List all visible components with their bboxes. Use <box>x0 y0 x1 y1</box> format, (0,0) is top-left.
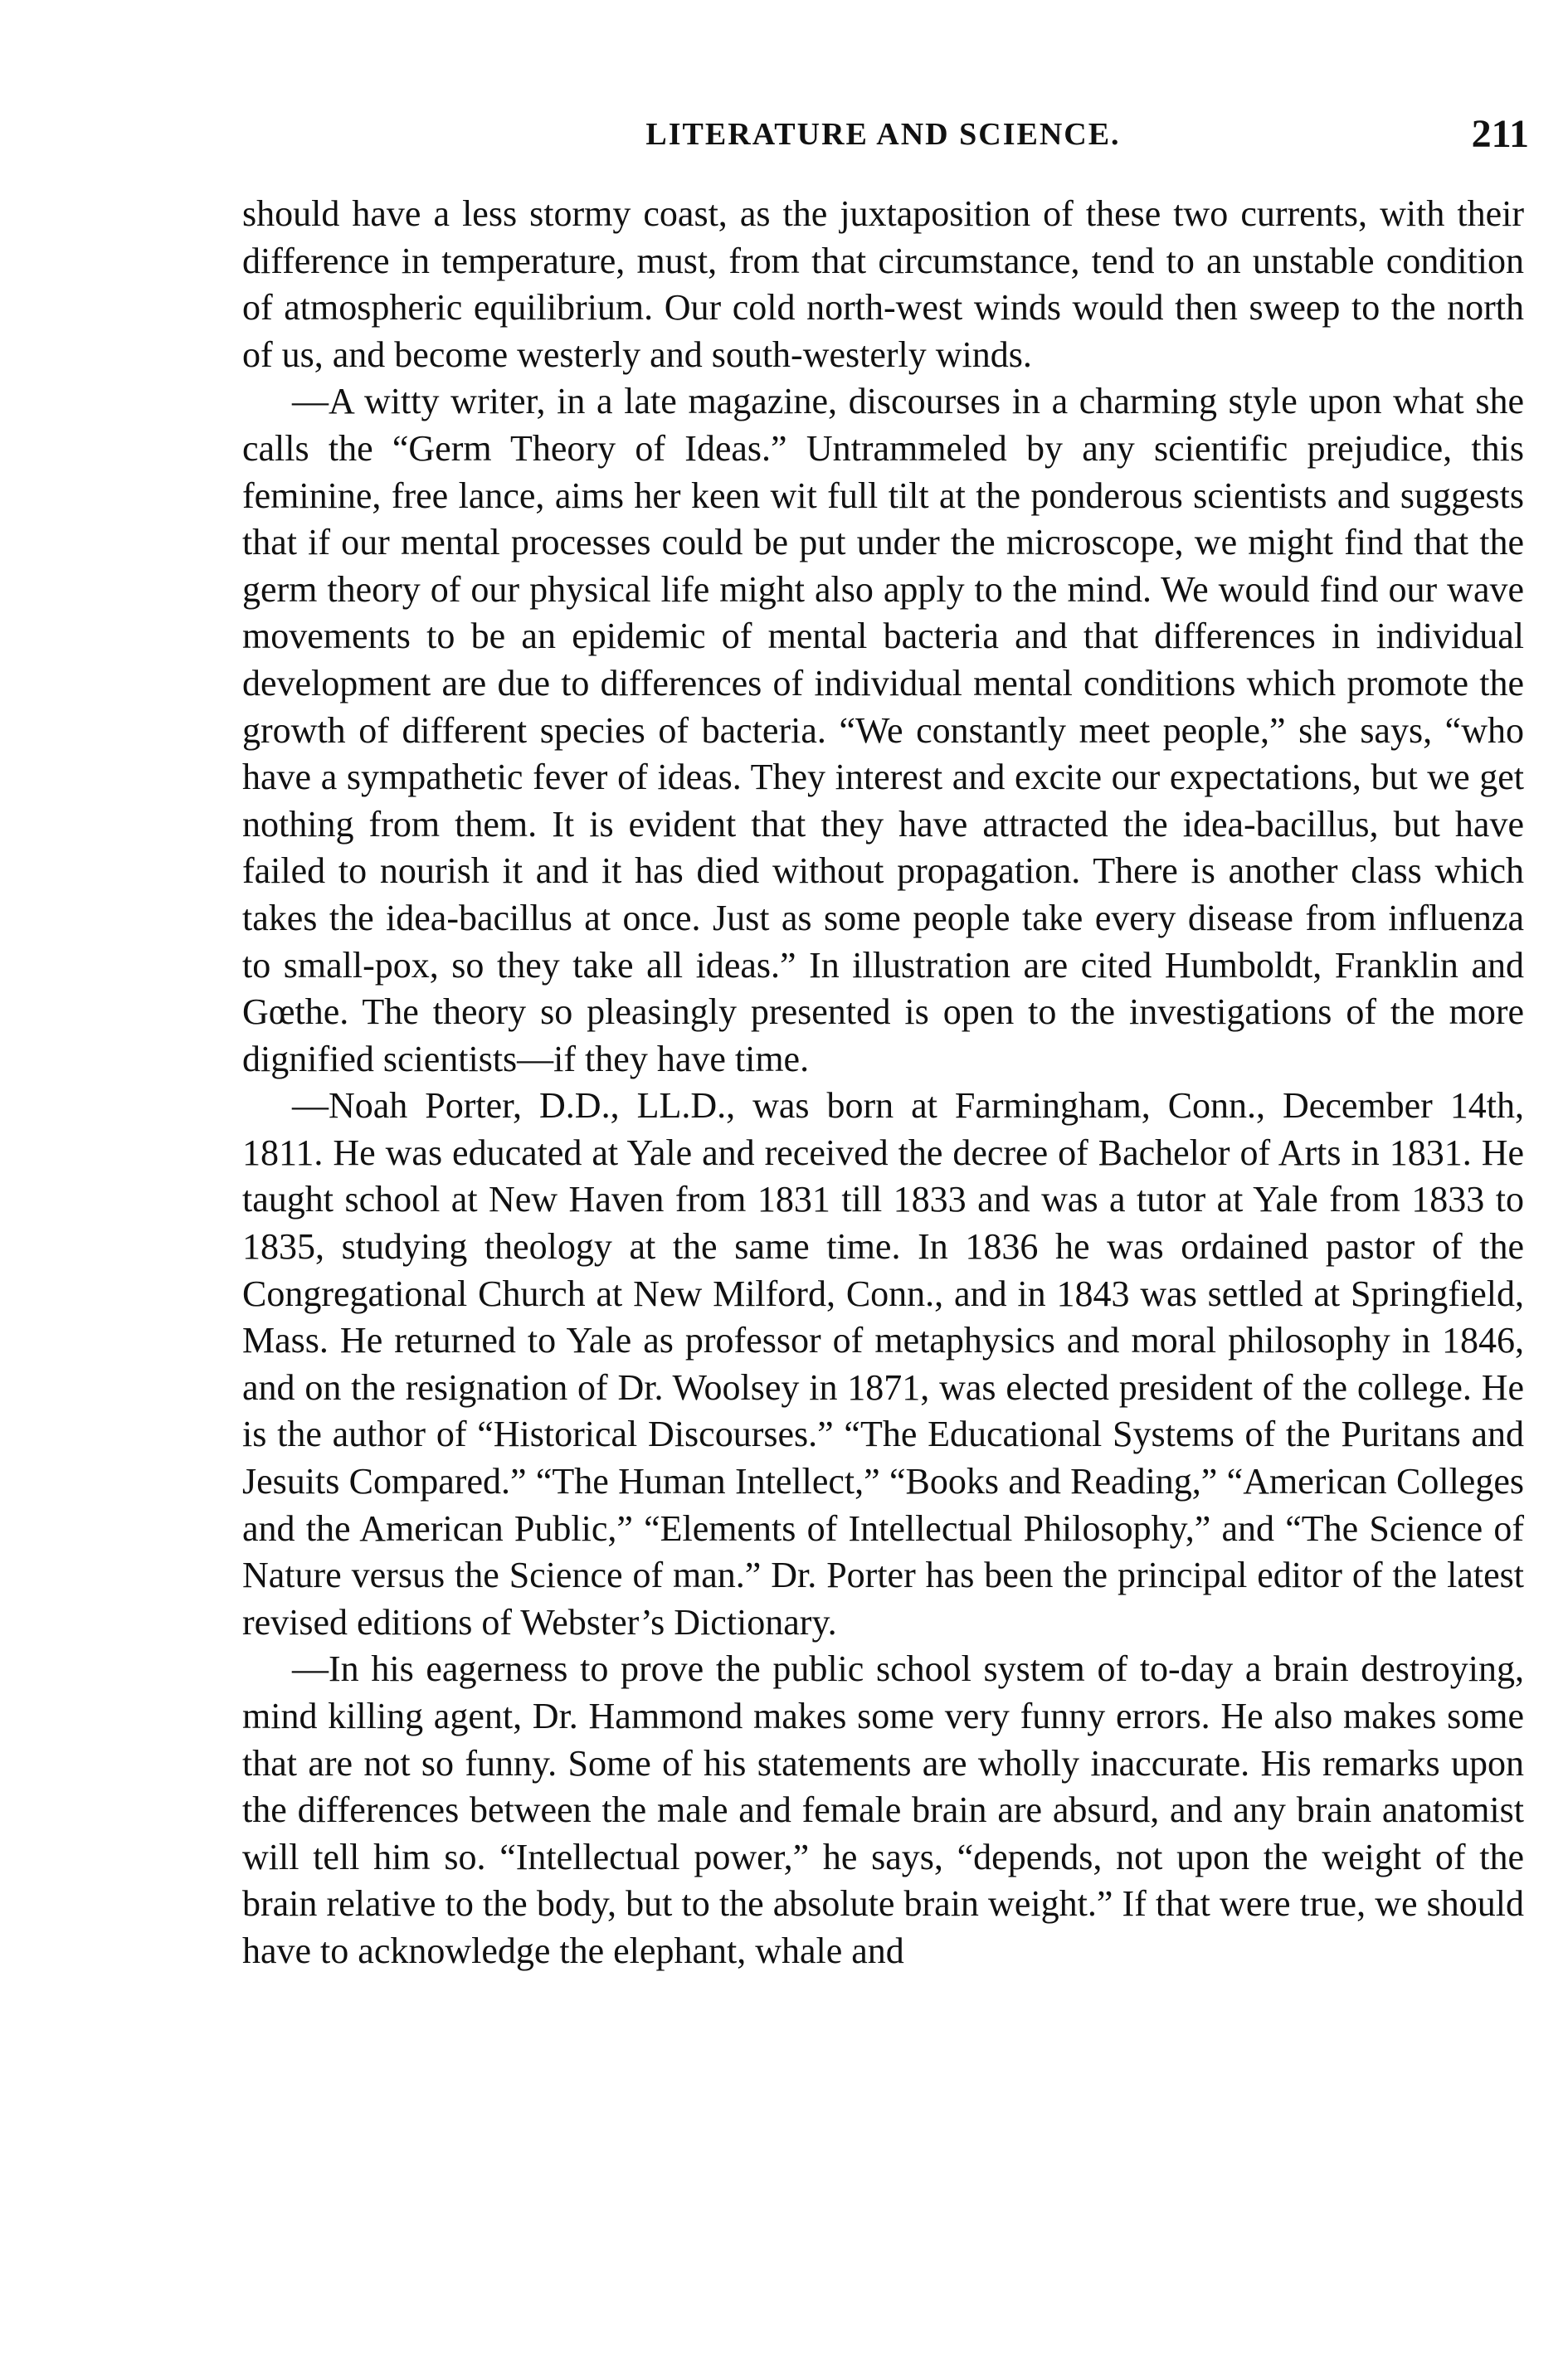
book-page <box>242 100 1529 2339</box>
running-title: LITERATURE AND SCIENCE. <box>645 117 1121 152</box>
body-text <box>242 191 1524 1975</box>
paragraph-continuation: should have a less stormy coast, as the juxtaposition of these two currents, with their difference in temperature, must, from that circumstance, tend to an unstable condition of atmospheric equilibrium. Our cold north-west winds would then sweep to the north of us, and become westerly and south-westerly winds. <box>242 193 1524 375</box>
page-number: 211 <box>1471 112 1529 156</box>
paragraph-hammond: —In his eagerness to prove the public school system of to-day a brain destroying, mind killing agent, Dr. Hammond makes some very funny errors. He also makes some that are not so funny. Some of his statements are wholly inaccurate. His remarks upon the differences between the male and female brain are absurd, and any brain anatomist will tell him so. “Intellectual power,” he says, “depends, not upon the weight of the brain relative to the body, but to the absolute brain weight.” If that were true, we should have to acknowledge the elephant, whale and <box>242 1648 1524 1971</box>
paragraph-noah-porter: —Noah Porter, D.D., LL.D., was born at Farmingham, Conn., December 14th, 1811. He was educated at Yale and received the decree of Bachelor of Arts in 1831. He taught school at New Haven from 1831 till 1833 and was a tutor at Yale from 1833 to 1835, studying theology at the same time. In 1836 he was ordained pastor of the Congregational Church at New Milford, Conn., and in 1843 was settled at Springfield, Mass. He returned to Yale as professor of metaphysics and moral philosophy in 1846, and on the resignation of Dr. Woolsey in 1871, was elected president of the college. He is the author of “Historical Discourses.” “The Educational Systems of the Puritans and Jesuits Compared.” “The Human Intellect,” “Books and Reading,” “American Colleges and the American Public,” “Elements of Intellectual Philosophy,” and “The Science of Nature versus the Science of man.” Dr. Porter has been the principal editor of the latest revised editions of Webster’s Dictionary. <box>242 1085 1524 1643</box>
paragraph-germ-theory: —A witty writer, in a late magazine, discourses in a charming style upon what she calls the “Germ Theory of Ideas.” Untrammeled by any scientific prejudice, this feminine, free lance, aims her keen wit full tilt at the ponderous scientists and suggests that if our mental processes could be put under the microscope, we might find that the germ theory of our physical life might also apply to the mind. We would find our wave movements to be an epidemic of mental bacteria and that differences in individual development are due to differences of individual mental conditions which promote the growth of different species of bacteria. “We constantly meet people,” she says, “who have a sympathetic fever of ideas. They interest and excite our expectations, but we get nothing from them. It is evident that they have attracted the idea-bacillus, but have failed to nourish it and it has died without propagation. There is another class which takes the idea-bacillus at once. Just as some people take every disease from influenza to small-pox, so they take all ideas.” In illustration are cited Humboldt, Franklin and Gœthe. The theory so pleasingly presented is open to the investigations of the more dignified scientists—if they have time. <box>242 381 1524 1079</box>
running-head <box>242 100 1529 166</box>
